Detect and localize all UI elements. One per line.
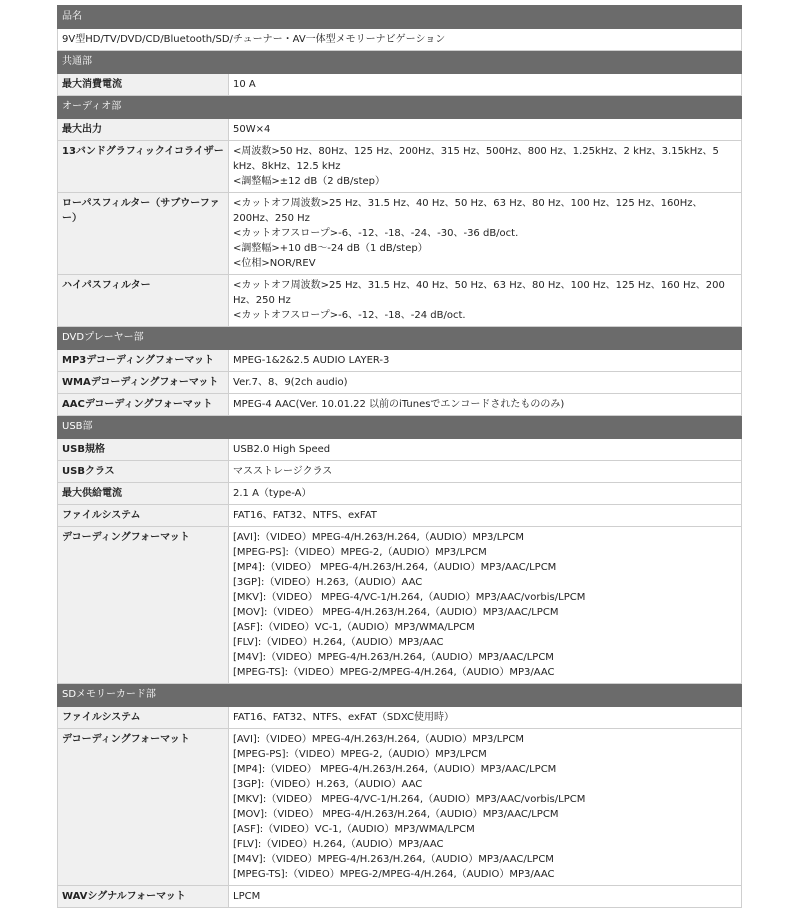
spec-label: WMAデコーディングフォーマット	[58, 372, 229, 394]
spec-row	[58, 141, 742, 193]
spec-label: 13バンドグラフィックイコライザー	[58, 141, 229, 193]
section-header: SDメモリーカード部	[58, 684, 742, 707]
spec-table	[57, 5, 742, 908]
spec-label: デコーディングフォーマット	[58, 527, 229, 684]
spec-row	[58, 483, 742, 505]
spec-value: 50W×4	[229, 119, 742, 141]
spec-row	[58, 439, 742, 461]
spec-row	[58, 505, 742, 527]
spec-value: Ver.7、8、9(2ch audio)	[229, 372, 742, 394]
spec-row	[58, 350, 742, 372]
section-header: 品名	[58, 6, 742, 29]
spec-label: 最大出力	[58, 119, 229, 141]
spec-label: 最大供給電流	[58, 483, 229, 505]
spec-row	[58, 394, 742, 416]
product-name-row	[58, 29, 742, 51]
spec-label: AACデコーディングフォーマット	[58, 394, 229, 416]
section-header-row	[58, 327, 742, 350]
spec-label: ファイルシステム	[58, 707, 229, 729]
section-header: USB部	[58, 416, 742, 439]
spec-label: ファイルシステム	[58, 505, 229, 527]
spec-row	[58, 886, 742, 908]
spec-label: WAVシグナルフォーマット	[58, 886, 229, 908]
section-header: オーディオ部	[58, 96, 742, 119]
spec-row	[58, 527, 742, 684]
section-header-row	[58, 96, 742, 119]
spec-value: USB2.0 High Speed	[229, 439, 742, 461]
spec-value: FAT16、FAT32、NTFS、exFAT	[229, 505, 742, 527]
spec-value: LPCM	[229, 886, 742, 908]
spec-row	[58, 729, 742, 886]
spec-label: MP3デコーディングフォーマット	[58, 350, 229, 372]
spec-table-container	[57, 5, 742, 908]
spec-value: <カットオフ周波数>25 Hz、31.5 Hz、40 Hz、50 Hz、63 Hz、80 Hz、100 Hz、125 Hz、160 Hz、200 Hz、250 Hz <カットオフスロープ>-6、-12、-18、-24 dB/oct.	[229, 275, 742, 327]
spec-value: マスストレージクラス	[229, 461, 742, 483]
spec-value: MPEG-1&2&2.5 AUDIO LAYER-3	[229, 350, 742, 372]
section-header-row	[58, 6, 742, 29]
spec-row	[58, 372, 742, 394]
section-header-row	[58, 416, 742, 439]
section-header: DVDプレーヤー部	[58, 327, 742, 350]
spec-value: [AVI]:（VIDEO）MPEG-4/H.263/H.264,（AUDIO）MP3/LPCM [MPEG-PS]:（VIDEO）MPEG-2,（AUDIO）MP3/LPCM [MP4]:（VIDEO） MPEG-4/H.263/H.264,（AUDIO）MP3/AAC/LPCM [3GP]:（VIDEO）H.263,（AUDIO）AAC [MKV]:（VIDEO） MPEG-4/VC-1/H.264,（AUDIO）MP3/AAC/vorbis/LPCM [MOV]:（VIDEO） MPEG-4/H.263/H.264,（AUDIO）MP3/AAC/LPCM [ASF]:（VIDEO）VC-1,（AUDIO）MP3/WMA/LPCM [FLV]:（VIDEO）H.264,（AUDIO）MP3/AAC [M4V]:（VIDEO）MPEG-4/H.263/H.264,（AUDIO）MP3/AAC/LPCM [MPEG-TS]:（VIDEO）MPEG-2/MPEG-4/H.264,（AUDIO）MP3/AAC	[229, 527, 742, 684]
spec-value: MPEG-4 AAC(Ver. 10.01.22 以前のiTunesでエンコードされたもののみ)	[229, 394, 742, 416]
spec-row	[58, 193, 742, 275]
spec-row	[58, 74, 742, 96]
section-header-row	[58, 684, 742, 707]
spec-value: FAT16、FAT32、NTFS、exFAT（SDXC使用時）	[229, 707, 742, 729]
spec-table-body	[58, 6, 742, 908]
spec-row	[58, 275, 742, 327]
product-name: 9V型HD/TV/DVD/CD/Bluetooth/SD/チューナー・AV一体型メモリーナビゲーション	[58, 29, 742, 51]
spec-row	[58, 461, 742, 483]
section-header-row	[58, 51, 742, 74]
spec-row	[58, 119, 742, 141]
spec-label: USB規格	[58, 439, 229, 461]
spec-label: 最大消費電流	[58, 74, 229, 96]
spec-row	[58, 707, 742, 729]
spec-label: USBクラス	[58, 461, 229, 483]
section-header: 共通部	[58, 51, 742, 74]
spec-label: デコーディングフォーマット	[58, 729, 229, 886]
spec-label: ローパスフィルター（サブウーファー）	[58, 193, 229, 275]
spec-value: [AVI]:（VIDEO）MPEG-4/H.263/H.264,（AUDIO）MP3/LPCM [MPEG-PS]:（VIDEO）MPEG-2,（AUDIO）MP3/LPCM [MP4]:（VIDEO） MPEG-4/H.263/H.264,（AUDIO）MP3/AAC/LPCM [3GP]:（VIDEO）H.263,（AUDIO）AAC [MKV]:（VIDEO） MPEG-4/VC-1/H.264,（AUDIO）MP3/AAC/vorbis/LPCM [MOV]:（VIDEO） MPEG-4/H.263/H.264,（AUDIO）MP3/AAC/LPCM [ASF]:（VIDEO）VC-1,（AUDIO）MP3/WMA/LPCM [FLV]:（VIDEO）H.264,（AUDIO）MP3/AAC [M4V]:（VIDEO）MPEG-4/H.263/H.264,（AUDIO）MP3/AAC/LPCM [MPEG-TS]:（VIDEO）MPEG-2/MPEG-4/H.264,（AUDIO）MP3/AAC	[229, 729, 742, 886]
spec-value: <周波数>50 Hz、80Hz、125 Hz、200Hz、315 Hz、500Hz、800 Hz、1.25kHz、2 kHz、3.15kHz、5 kHz、8kHz、12.5 kHz <調整幅>±12 dB（2 dB/step）	[229, 141, 742, 193]
spec-value: 2.1 A（type-A）	[229, 483, 742, 505]
spec-value: 10 A	[229, 74, 742, 96]
spec-value: <カットオフ周波数>25 Hz、31.5 Hz、40 Hz、50 Hz、63 Hz、80 Hz、100 Hz、125 Hz、160Hz、200Hz、250 Hz <カットオフスロープ>-6、-12、-18、-24、-30、-36 dB/oct. <調整幅>+10 dB～-24 dB（1 dB/step） <位相>NOR/REV	[229, 193, 742, 275]
spec-label: ハイパスフィルター	[58, 275, 229, 327]
